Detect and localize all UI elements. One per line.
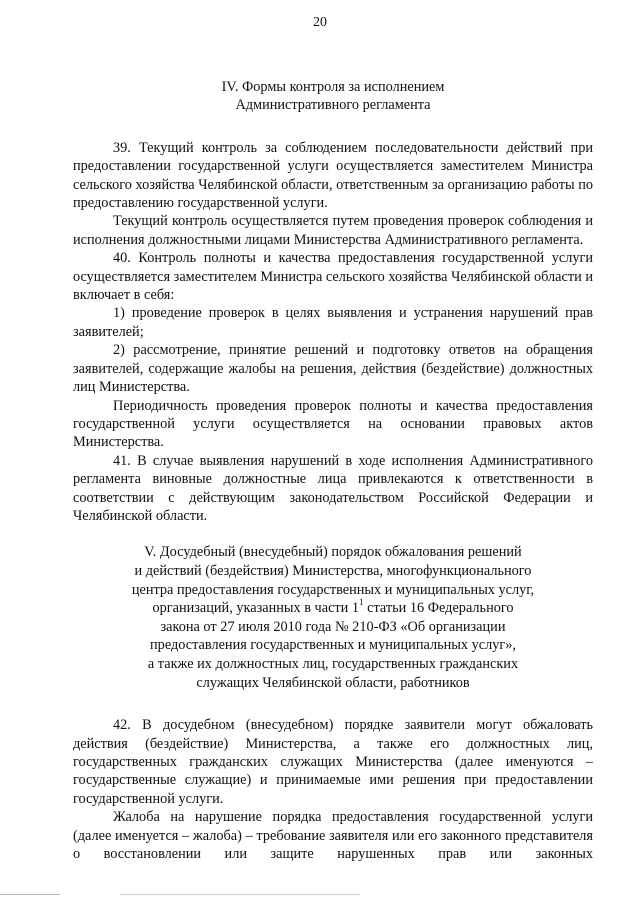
section-5-heading-line-4-before: организаций, указанных в части 1	[152, 600, 360, 617]
section-5-heading-line-6: предоставления государственных и муниципальных услуг»,	[150, 637, 516, 654]
section-5-heading-line-4	[73, 599, 593, 618]
section-5-heading-line-8: служащих Челябинской области, работников	[196, 674, 470, 691]
section-5-heading-line-3: центра предоставления государственных и муниципальных услуг,	[131, 581, 535, 598]
paragraph-40-item-1: 1) проведение проверок в целях выявления и устранения нарушений прав заявителей;	[73, 305, 593, 340]
paragraph-periodicity: Периодичность проведения проверок полноты и качества предоставления государственной услуги осуществляется на основании правовых актов Министерства.	[73, 397, 593, 451]
section-5-heading-line-5: закона от 27 июля 2010 года № 210-ФЗ «Об организации	[160, 618, 506, 635]
document-body	[73, 78, 593, 863]
paragraph-42: 42. В досудебном (внесудебном) порядке заявители могут обжаловать действия (бездействие) Министерства, а также его должностных лиц, государственных гражданских служащих Министерства (далее именуются – государственные служащие) и принимаемые ими решения при предоставлении государственной услуги.	[73, 717, 593, 807]
paragraph-40: 40. Контроль полноты и качества предоставления государственной услуги осуществляется заместителем Министра сельского хозяйства Челябинской области и включает в себя:	[73, 250, 593, 304]
section-4-heading-line-2: Административного регламента	[235, 97, 431, 114]
section-4-heading	[73, 78, 593, 115]
footnote-superscript: 1	[359, 597, 364, 608]
section-4-heading-line-1: IV. Формы контроля за исполнением	[221, 79, 445, 95]
paragraph-40-item-2: 2) рассмотрение, принятие решений и подготовку ответов на обращения заявителей, содержащие жалобы на решения, действия (бездействие) должностных лиц Министерства.	[73, 342, 593, 396]
section-5-heading	[73, 543, 593, 692]
section-5-heading-line-7: а также их должностных лиц, государственных гражданских	[147, 655, 519, 672]
paragraph-41: 41. В случае выявления нарушений в ходе исполнения Административного регламента виновные должностные лица привлекаются к ответственности в соответствии с действующим законодательством Российской Федерации и Челябинской области.	[73, 452, 593, 524]
paragraph-39: 39. Текущий контроль за соблюдением последовательности действий при предоставлении государственной услуги осуществляется заместителем Министра сельского хозяйства Челябинской области, ответственным за организацию работы по предоставлению государственной услуги.	[73, 139, 593, 212]
section-5-heading-line-1: V. Досудебный (внесудебный) порядок обжалования решений	[144, 544, 522, 561]
paragraph-complaint-definition: Жалоба на нарушение порядка предоставления государственной услуги (далее именуется – жалоба) – требование заявителя или его законного представителя о восстановлении или защите нарушенных прав или законных	[73, 809, 593, 862]
section-5-heading-line-2: и действий (бездействия) Министерства, многофункционального	[134, 562, 532, 579]
scan-footer-rule	[0, 894, 640, 895]
page-number: 20	[313, 15, 327, 30]
paragraph-current-control: Текущий контроль осуществляется путем проведения проверок соблюдения и исполнения должностными лицами Министерства Административного регламента.	[73, 213, 593, 248]
section-5-heading-line-4-after: статьи 16 Федерального	[363, 600, 514, 617]
